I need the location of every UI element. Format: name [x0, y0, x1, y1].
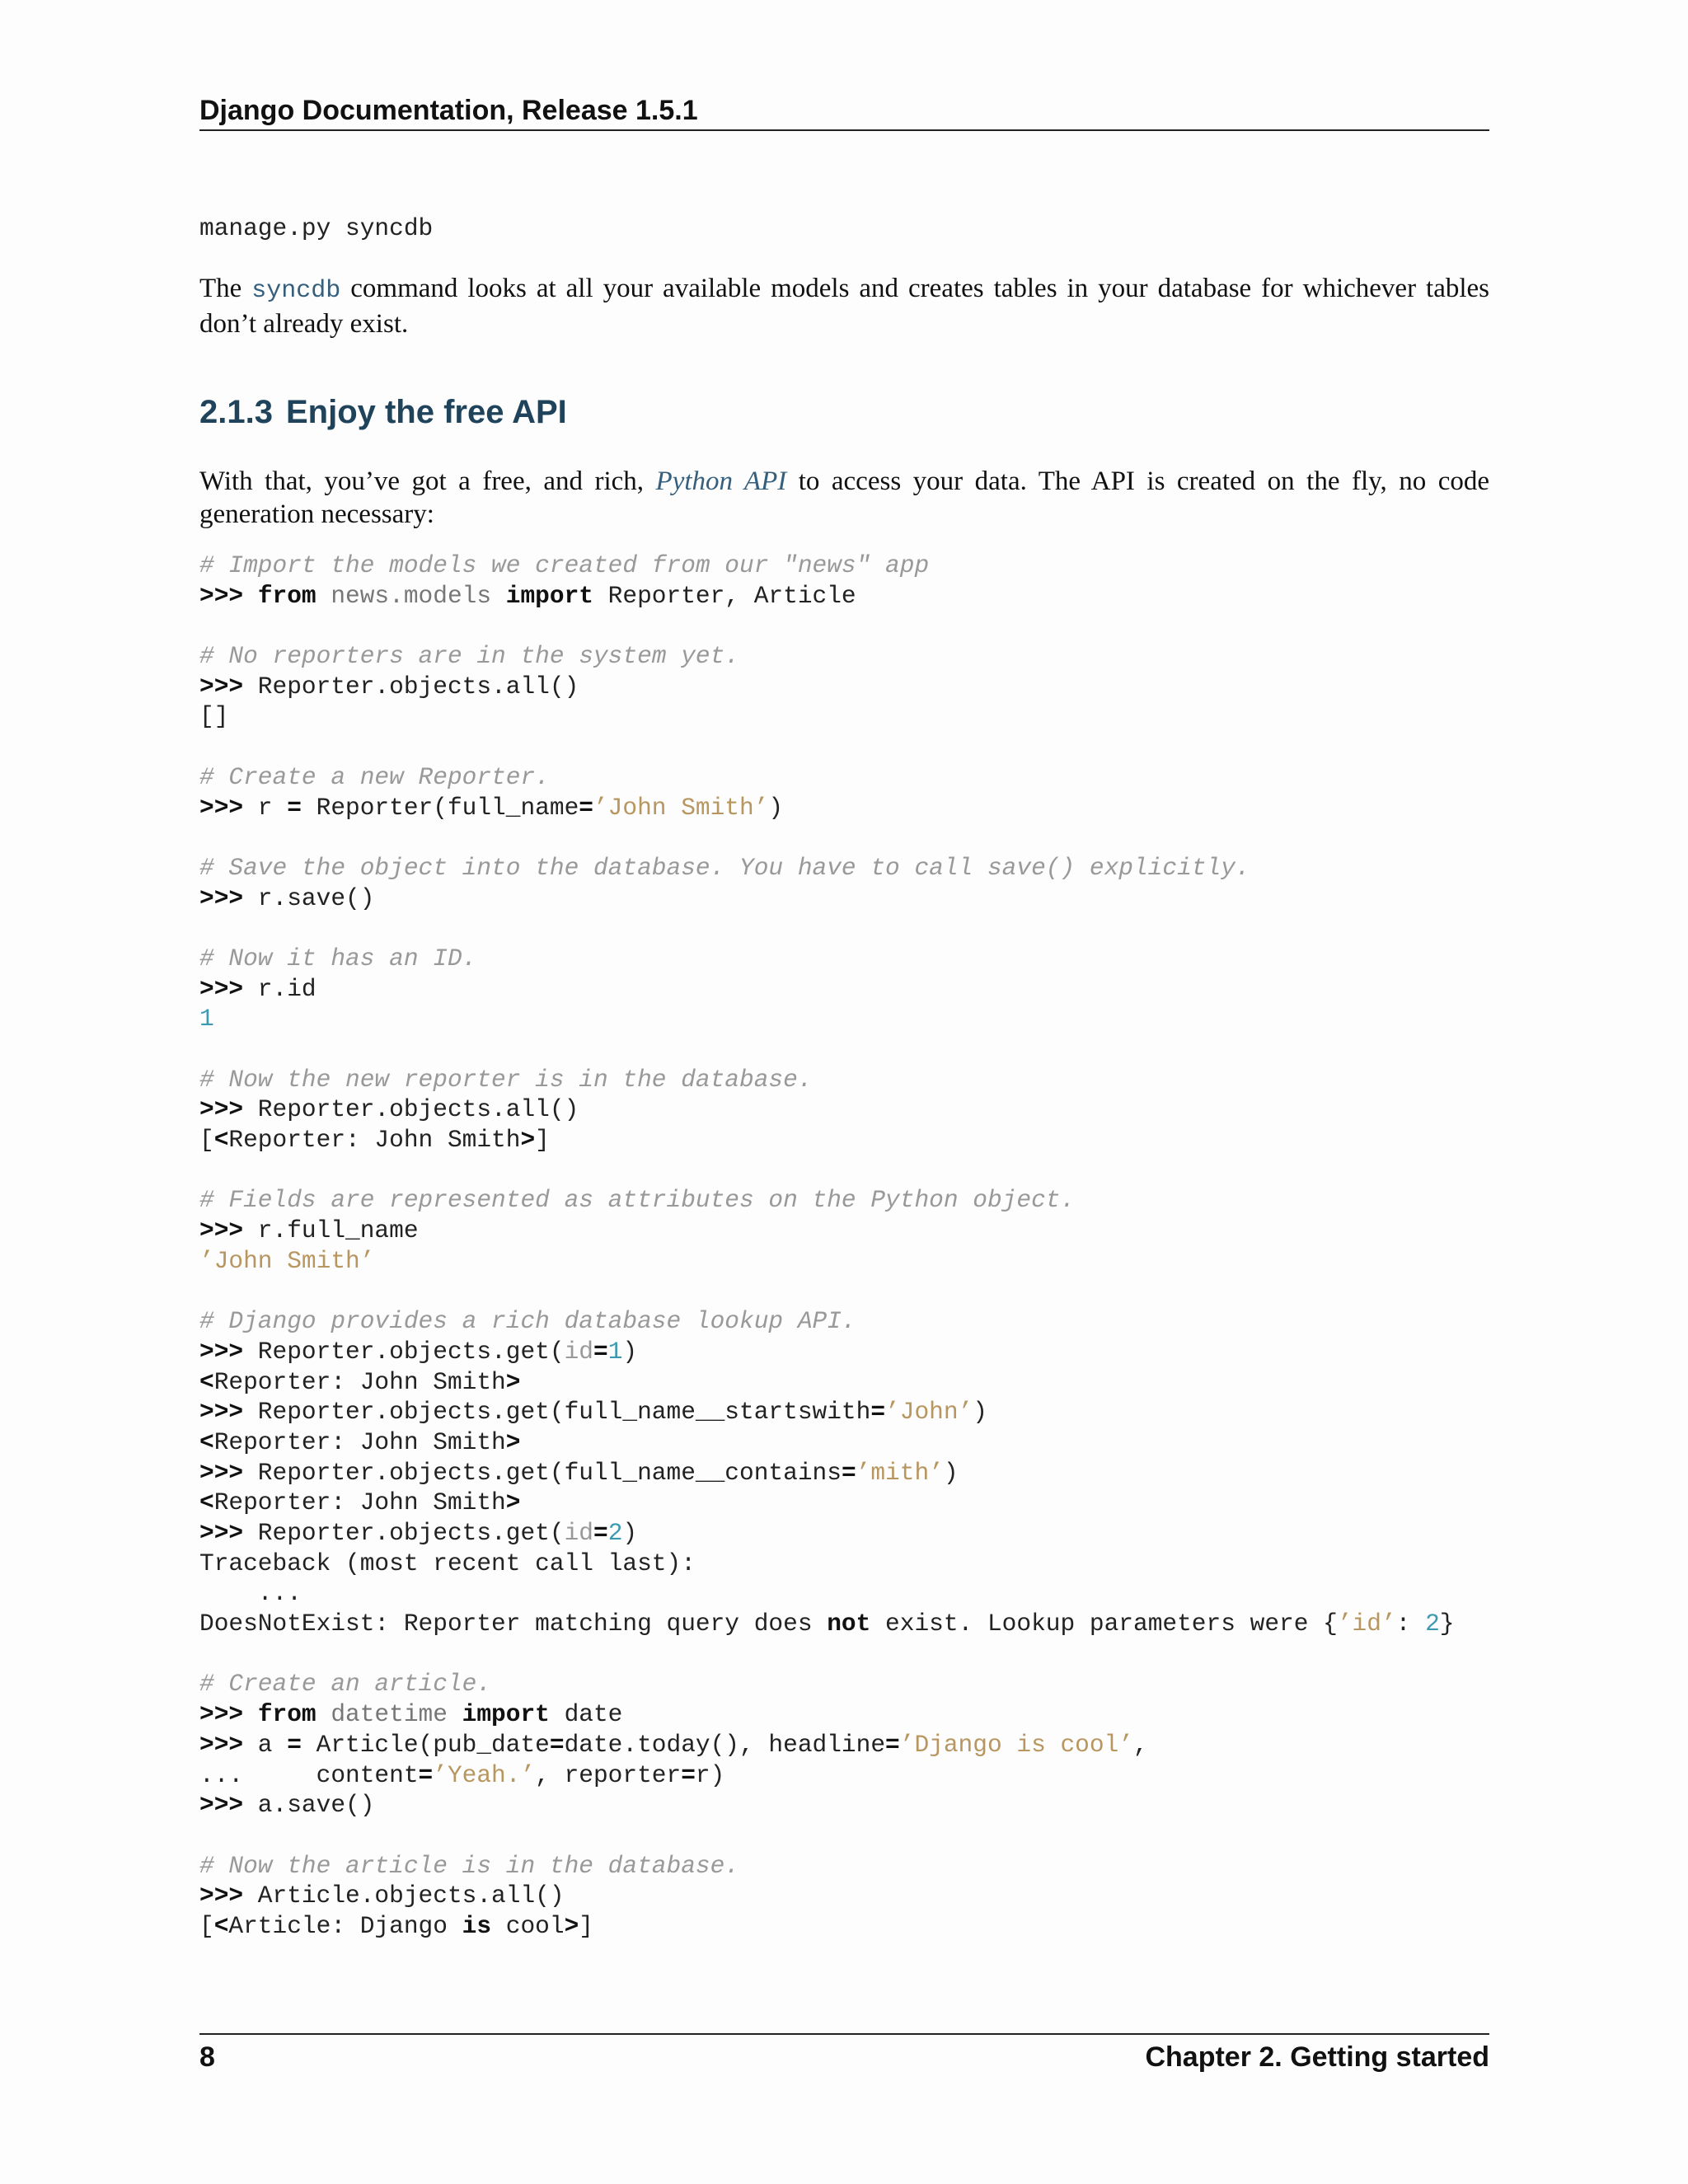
code-text: ...: [199, 1579, 302, 1608]
keyword: <: [199, 1427, 214, 1456]
prompt-marker: >>>: [199, 1216, 244, 1245]
code-text: ): [622, 1337, 638, 1366]
string-literal: ’Django is cool’: [899, 1730, 1133, 1759]
code-line: [199, 1458, 1489, 1488]
code-text: Article(pub_date: [301, 1730, 550, 1759]
python-api-link[interactable]: Python API: [655, 466, 787, 496]
number-literal: 2: [1425, 1610, 1440, 1638]
prompt-marker: >>>: [199, 1398, 244, 1427]
code-text: :: [1395, 1610, 1426, 1638]
code-text: ): [973, 1398, 987, 1427]
keyword: =: [418, 1760, 434, 1789]
code-line: [199, 974, 1489, 1005]
code-line: [199, 944, 1489, 974]
code-line: [199, 1367, 1489, 1398]
code-text: r.full_name: [243, 1216, 419, 1245]
code-text: ): [943, 1458, 959, 1487]
prompt-marker: >>>: [199, 1882, 244, 1910]
string-literal: ’Yeah.’: [433, 1760, 536, 1789]
code-text: Reporter: John Smith: [213, 1488, 506, 1517]
prompt-marker: >>>: [199, 1095, 244, 1124]
code-line: [199, 1306, 1489, 1337]
code-line: [199, 1851, 1489, 1882]
api-paragraph-pre: With that, you’ve got a free, and rich,: [199, 466, 656, 496]
code-line: [199, 853, 1489, 883]
keyword: import: [462, 1700, 550, 1729]
string-literal: ’John Smith’: [593, 793, 769, 822]
keyword: =: [841, 1458, 856, 1487]
code-line: [199, 1669, 1489, 1699]
code-text: a: [243, 1730, 288, 1759]
code-text: [243, 582, 258, 610]
code-line: [199, 1699, 1489, 1730]
code-line: [199, 1397, 1489, 1427]
syncdb-paragraph-pre: The: [199, 274, 252, 303]
page-number: 8: [199, 2041, 215, 2073]
code-line: [199, 1337, 1489, 1367]
code-comment: # Import the models we created from our "news" app: [199, 551, 930, 579]
code-text: Article.objects.all(): [243, 1882, 565, 1910]
code-text: date.today(), headline: [564, 1730, 886, 1759]
code-line: [199, 1094, 1489, 1125]
code-line: [199, 1216, 1489, 1246]
number-literal: 2: [607, 1519, 623, 1547]
code-text: ]: [535, 1126, 550, 1155]
code-text: Reporter.objects.get(full_name__contains: [243, 1458, 842, 1487]
code-comment: # Now the new reporter is in the database.: [199, 1065, 813, 1094]
keyword: =: [885, 1730, 900, 1759]
keyword: =: [593, 1519, 608, 1547]
string-literal: ’mith’: [856, 1458, 944, 1487]
code-line: [199, 1277, 1489, 1307]
code-text: a.save(): [243, 1791, 375, 1820]
code-text: [: [199, 1911, 214, 1940]
keyword: <: [199, 1488, 214, 1517]
code-comment: # Save the object into the database. You have to call save() explicitly.: [199, 853, 1250, 882]
code-line: [199, 1034, 1489, 1065]
code-text: Reporter(full_name: [301, 793, 579, 822]
keyword: <: [213, 1126, 229, 1155]
prompt-marker: >>>: [199, 1458, 244, 1487]
code-text: r.id: [243, 974, 316, 1003]
syncdb-paragraph: [199, 272, 1489, 340]
code-line: [199, 1246, 1489, 1277]
prompt-marker: >>>: [199, 1337, 244, 1366]
api-paragraph: [199, 465, 1489, 531]
keyword: >: [564, 1911, 579, 1940]
code-line: [199, 762, 1489, 793]
code-line: [199, 1488, 1489, 1518]
number-literal: 1: [607, 1337, 623, 1366]
code-text: ,: [1133, 1730, 1148, 1759]
code-line: [199, 793, 1489, 823]
syncdb-link[interactable]: syncdb: [251, 277, 341, 305]
keyword: =: [287, 1730, 302, 1759]
code-line: [199, 701, 1489, 732]
code-text: [316, 582, 331, 610]
code-text: Article: Django: [228, 1911, 462, 1940]
section-title: Enjoy the free API: [285, 394, 567, 430]
code-comment: # No reporters are in the system yet.: [199, 642, 740, 671]
code-text: Reporter.objects.get(: [243, 1337, 565, 1366]
keyword: >: [505, 1367, 521, 1396]
prompt-marker: >>>: [199, 974, 244, 1003]
argument-name: id: [564, 1519, 593, 1547]
code-text: }: [1439, 1610, 1455, 1638]
number-literal: 1: [199, 1005, 214, 1033]
keyword: =: [549, 1730, 565, 1759]
code-text: Reporter.objects.all(): [243, 1095, 579, 1124]
prompt-marker: >>>: [199, 1519, 244, 1547]
keyword: >: [520, 1126, 536, 1155]
section-heading: [199, 391, 567, 434]
code-line: [199, 1518, 1489, 1549]
prompt-marker: >>>: [199, 793, 244, 822]
code-line: [199, 581, 1489, 612]
code-comment: # Fields are represented as attributes on the Python object.: [199, 1186, 1076, 1215]
code-comment: # Create a new Reporter.: [199, 762, 550, 791]
code-text: Reporter: John Smith: [228, 1126, 521, 1155]
syncdb-command: manage.py syncdb: [199, 214, 434, 242]
code-line: [199, 641, 1489, 672]
code-comment: # Django provides a rich database lookup API.: [199, 1307, 856, 1336]
code-line: [199, 883, 1489, 914]
code-line: [199, 551, 1489, 581]
prompt-marker: >>>: [199, 1730, 244, 1759]
keyword: =: [579, 793, 593, 822]
code-line: [199, 823, 1489, 853]
keyword: >: [505, 1488, 521, 1517]
keyword: =: [870, 1398, 886, 1427]
keyword: =: [681, 1760, 696, 1789]
code-line: [199, 672, 1489, 702]
code-text: date: [549, 1700, 623, 1729]
code-text: exist. Lookup parameters were {: [870, 1610, 1338, 1638]
code-text: r: [243, 793, 288, 822]
code-line: [199, 1821, 1489, 1851]
prompt-marker: >>>: [199, 1700, 244, 1729]
code-line: [199, 1065, 1489, 1095]
code-line: [199, 1578, 1489, 1609]
code-text: ): [622, 1519, 638, 1547]
code-text: Traceback (most recent call last):: [199, 1549, 696, 1577]
header-rule: [199, 129, 1489, 131]
code-text: , reporter: [535, 1760, 682, 1789]
code-text: cool: [491, 1911, 565, 1940]
prompt-marker: >>>: [199, 672, 244, 701]
code-text: [448, 1700, 462, 1728]
code-text: [491, 582, 506, 610]
code-line: [199, 1760, 1489, 1791]
keyword: from: [257, 581, 316, 610]
prompt-marker: >>>: [199, 883, 244, 912]
module-name: news.models: [331, 581, 492, 610]
code-line: [199, 1790, 1489, 1821]
code-text: Reporter.objects.get(: [243, 1519, 565, 1547]
string-literal: ’id’: [1337, 1610, 1396, 1638]
argument-name: id: [564, 1337, 593, 1366]
code-text: ... content: [199, 1760, 419, 1789]
code-line: [199, 913, 1489, 944]
code-text: []: [199, 702, 229, 731]
keyword: <: [199, 1367, 214, 1396]
code-text: r.save(): [243, 883, 375, 912]
code-line: [199, 1549, 1489, 1579]
syncdb-paragraph-post: command looks at all your available models and creates tables in your database for whichever tables don’t already exist.: [199, 274, 1489, 339]
code-line: [199, 1004, 1489, 1034]
code-line: [199, 1427, 1489, 1458]
code-text: ]: [579, 1911, 593, 1940]
code-text: Reporter.objects.get(full_name__startswith: [243, 1398, 871, 1427]
prompt-marker: >>>: [199, 581, 244, 610]
code-line: [199, 1155, 1489, 1186]
keyword: <: [213, 1911, 229, 1940]
code-text: Reporter: John Smith: [213, 1427, 506, 1456]
code-line: [199, 1639, 1489, 1670]
running-header-title: Django Documentation, Release 1.5.1: [199, 95, 698, 126]
string-literal: ’John’: [885, 1398, 973, 1427]
keyword: not: [827, 1610, 871, 1638]
code-comment: # Create an article.: [199, 1670, 492, 1699]
code-text: [316, 1700, 331, 1728]
module-name: datetime: [331, 1700, 448, 1729]
code-line: [199, 611, 1489, 641]
prompt-marker: >>>: [199, 1791, 244, 1820]
code-line: [199, 1911, 1489, 1942]
code-text: [243, 1700, 258, 1728]
code-text: ): [768, 793, 784, 822]
api-paragraph-post: to access your data. The API is created on the fly, no code generation necessary:: [199, 466, 1490, 529]
code-text: Reporter: John Smith: [213, 1367, 506, 1396]
code-line: [199, 1609, 1489, 1639]
code-line: [199, 1185, 1489, 1216]
keyword: import: [505, 581, 593, 610]
code-text: Reporter.objects.all(): [243, 672, 579, 701]
keyword: =: [287, 793, 302, 822]
keyword: >: [505, 1427, 521, 1456]
code-comment: # Now it has an ID.: [199, 944, 477, 972]
code-text: r): [695, 1760, 725, 1789]
code-line: [199, 1125, 1489, 1155]
keyword: =: [593, 1337, 608, 1366]
string-literal: ’John Smith’: [199, 1246, 375, 1275]
keyword: is: [462, 1911, 492, 1940]
chapter-title: Chapter 2. Getting started: [1145, 2041, 1489, 2073]
code-text: [: [199, 1126, 214, 1155]
code-block: [199, 551, 1489, 1942]
footer-rule: [199, 2033, 1489, 2035]
section-number: 2.1.3: [199, 394, 273, 430]
code-line: [199, 732, 1489, 762]
code-comment: # Now the article is in the database.: [199, 1851, 740, 1880]
code-line: [199, 1881, 1489, 1911]
code-text: Reporter, Article: [593, 581, 856, 610]
code-text: DoesNotExist: Reporter matching query does: [199, 1610, 828, 1638]
code-line: [199, 1730, 1489, 1760]
keyword: from: [257, 1700, 316, 1729]
